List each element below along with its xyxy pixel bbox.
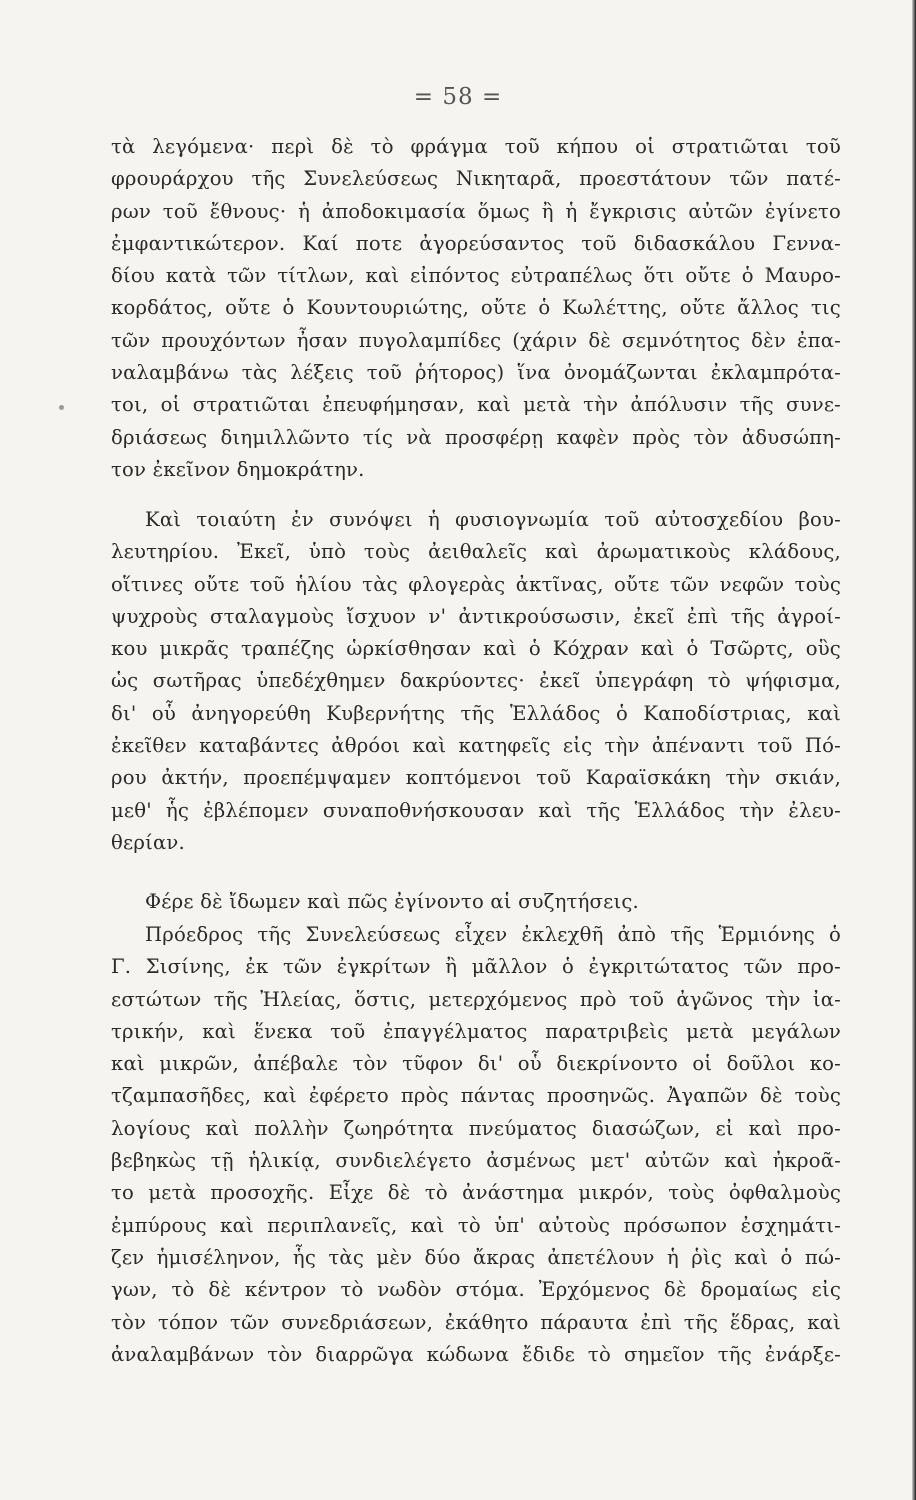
paragraph-3	[111, 886, 841, 918]
page-number: = 58 =	[413, 84, 503, 110]
text-line: Γ. Σισίνης, ἐκ τῶν ἐγκρίτων ἢ μᾶλλον ὁ ἐγκριτώτατος τῶν προ-	[111, 955, 841, 979]
page-edge-shadow	[912, 0, 916, 1500]
text-line: εστώτων τῆς Ἠλείας, ὅστις, μετερχόμενος πρὸ τοῦ ἀγῶνος τὴν ἰα-	[111, 987, 841, 1011]
text-line: τὸν τόπον τῶν συνεδριάσεων, ἐκάθητο πάραυτα ἐπὶ τῆς ἕδρας, καὶ	[111, 1310, 841, 1334]
text-line: τῶν προυχόντων ἦσαν πυγολαμπίδες (χάριν δὲ σεμνότητος δὲν ἐπα-	[111, 328, 841, 352]
text-line: καὶ μικρῶν, ἀπέβαλε τὸν τῦφον δι' οὗ διεκρίνοντο οἱ δοῦλοι κο-	[111, 1052, 841, 1076]
text-line: το μετὰ προσοχῆς. Εἶχε δὲ τὸ ἀνάστημα μικρόν, τοὺς ὀφθαλμοὺς	[111, 1181, 841, 1205]
paragraph-4	[111, 919, 841, 1371]
text-line: ἐμφαντικώτερον. Καί ποτε ἀγορεύσαντος τοῦ διδασκάλου Γεννα-	[111, 231, 841, 255]
text-line: Φέρε δὲ ἴδωμεν καὶ πῶς ἐγίνοντο αἱ συζητήσεις.	[145, 890, 639, 913]
text-line: βεβηκὼς τῇ ἡλικίᾳ, συνδιελέγετο ἀσμένως μετ' αὐτῶν καὶ ἠκροᾶ-	[111, 1149, 841, 1173]
text-line: δι' οὗ ἀνηγορεύθη Κυβερνήτης τῆς Ἑλλάδος ὁ Καποδίστριας, καὶ	[111, 701, 841, 725]
text-line: λογίους καὶ πολλὴν ζωηρότητα πνεύματος διασώζων, εἰ καὶ προ-	[111, 1116, 841, 1140]
text-line: τζαμπασῆδες, καὶ ἐφέρετο πρὸς πάντας προσηνῶς. Ἀγαπῶν δὲ τοὺς	[111, 1084, 841, 1108]
text-line: τοι, οἱ στρατιῶται ἐπευφήμησαν, καὶ μετὰ τὴν ἀπόλυσιν τῆς συνε-	[111, 393, 841, 417]
text-line: ἀναλαμβάνων τὸν διαρρῶγα κώδωνα ἔδιδε τὸ σημεῖον τῆς ἐνάρξε-	[111, 1342, 841, 1366]
text-line: δίου κατὰ τῶν τίτλων, καὶ εἰπόντος εὐτραπέλως ὅτι οὔτε ὁ Μαυρο-	[111, 264, 841, 288]
text-line: λευτηρίου. Ἐκεῖ, ὑπὸ τοὺς ἀειθαλεῖς καὶ ἀρωματικοὺς κλάδους,	[111, 540, 841, 564]
text-line: ψυχροὺς σταλαγμοὺς ἴσχυον ν' ἀντικρούσωσιν, ἐκεῖ ἐπὶ τῆς ἀγροί-	[111, 604, 841, 628]
text-line: φρουράρχου τῆς Συνελεύσεως Νικηταρᾶ, προεστάτουν τῶν πατέ-	[111, 167, 841, 191]
paragraph-1	[111, 131, 841, 486]
text-line: Καὶ τοιαύτη ἐν συνόψει ἡ φυσιογνωμία τοῦ αὐτοσχεδίου βου-	[145, 508, 841, 531]
margin-mark	[59, 405, 64, 410]
text-line: ναλαμβάνω τὰς λέξεις τοῦ ῥήτορος) ἵνα ὀνομάζωνται ἐκλαμπρότα-	[111, 361, 841, 385]
text-line: Πρόεδρος τῆς Συνελεύσεως εἶχεν ἐκλεχθῆ ἀπὸ τῆς Ἑρμιόνης ὁ	[145, 923, 841, 946]
text-line: μεθ' ἧς ἐβλέπομεν συναποθνήσκουσαν καὶ τῆς Ἑλλάδος τὴν ἐλευ-	[111, 798, 841, 822]
text-line: θερίαν.	[111, 830, 185, 854]
text-line: ρου ἀκτήν, προεπέμψαμεν κοπτόμενοι τοῦ Καραϊσκάκη τὴν σκιάν,	[111, 766, 841, 790]
text-line: δριάσεως διημιλλῶντο τίς νὰ προσφέρῃ καφὲν πρὸς τὸν ἀδυσώπη-	[111, 425, 841, 449]
text-line: ζεν ἡμισέληνον, ἧς τὰς μὲν δύο ἄκρας ἀπετέλουν ἡ ῥὶς καὶ ὁ πώ-	[111, 1245, 841, 1269]
text-line: τον ἐκεῖνον δημοκράτην.	[111, 457, 365, 481]
text-line: γων, τὸ δὲ κέντρον τὸ νωδὸν στόμα. Ἐρχόμενος δὲ δρομαίως εἰς	[111, 1278, 841, 1302]
paragraph-2	[111, 504, 841, 859]
text-line: κου μικρᾶς τραπέζης ὡρκίσθησαν καὶ ὁ Κόχραν καὶ ὁ Τσῶρτς, οὓς	[111, 637, 841, 661]
text-line: τρικήν, καὶ ἕνεκα τοῦ ἐπαγγέλματος παρατριβεὶς μετὰ μεγάλων	[111, 1019, 841, 1043]
text-line: ρων τοῦ ἔθνους· ἡ ἀποδοκιμασία ὅμως ἢ ἡ ἔγκρισις αὐτῶν ἐγίνετο	[111, 199, 841, 223]
text-line: ὡς σωτῆρας ὑπεδέχθημεν δακρύοντες· ἐκεῖ ὑπεγράφη τὸ ψήφισμα,	[111, 669, 841, 693]
text-line: ἐμπύρους καὶ περιπλανεῖς, καὶ τὸ ὑπ' αὐτοὺς πρόσωπον ἐσχημάτι-	[111, 1213, 841, 1237]
text-line: τὰ λεγόμενα· περὶ δὲ τὸ φράγμα τοῦ κήπου οἱ στρατιῶται τοῦ	[111, 135, 841, 158]
text-line: οἵτινες οὔτε τοῦ ἡλίου τὰς φλογερὰς ἀκτῖνας, οὔτε τῶν νεφῶν τοὺς	[111, 572, 841, 596]
text-line: κορδάτος, οὔτε ὁ Κουντουριώτης, οὔτε ὁ Κωλέττης, οὔτε ἄλλος τις	[111, 296, 841, 320]
text-line: ἐκεῖθεν καταβάντες ἀθρόοι καὶ κατηφεῖς εἰς τὴν ἀπέναντι τοῦ Πό-	[111, 734, 841, 758]
